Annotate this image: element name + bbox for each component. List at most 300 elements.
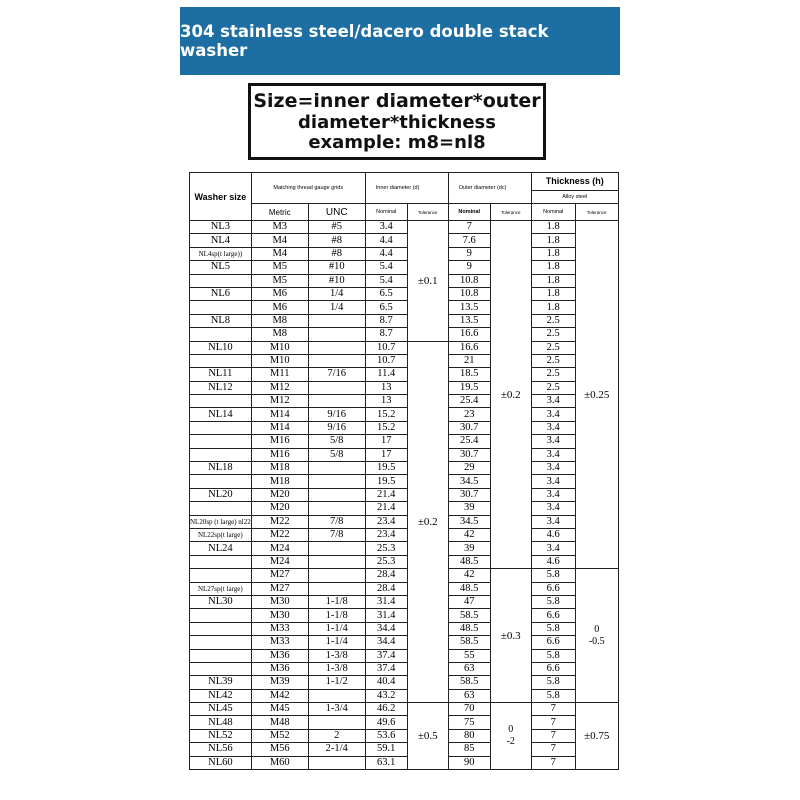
- outer-tolerance-cell-value: -2: [506, 736, 515, 748]
- header-matching-thread: Matching thread gauge grids: [251, 173, 365, 204]
- thickness-nominal-cell: 5.8: [531, 689, 575, 702]
- outer-nominal-cell: 21: [448, 354, 490, 367]
- table-row: [190, 368, 619, 381]
- washer-size-cell: [190, 421, 252, 434]
- table-row: [190, 475, 619, 488]
- washer-size-cell: NL52: [190, 729, 252, 742]
- table-row: [190, 716, 619, 729]
- washer-size-cell: [190, 328, 252, 341]
- unc-cell: 5/8: [308, 448, 365, 461]
- outer-nominal-cell: 39: [448, 542, 490, 555]
- header-thickness-nominal: Nominal: [531, 204, 575, 221]
- outer-nominal-cell: 7.6: [448, 234, 490, 247]
- metric-cell: M36: [251, 662, 308, 675]
- inner-nominal-cell: 19.5: [365, 462, 407, 475]
- inner-nominal-cell: 23.4: [365, 528, 407, 541]
- outer-nominal-cell: 48.5: [448, 555, 490, 568]
- outer-nominal-cell: 58.5: [448, 676, 490, 689]
- table-row: [190, 314, 619, 327]
- unc-cell: [308, 555, 365, 568]
- table-row: [190, 408, 619, 421]
- washer-size-cell: NL42: [190, 689, 252, 702]
- inner-nominal-cell: 5.4: [365, 274, 407, 287]
- unc-cell: [308, 341, 365, 354]
- washer-size-cell: NL60: [190, 756, 252, 769]
- outer-nominal-cell: 42: [448, 569, 490, 582]
- inner-tolerance-cell: ±0.5: [407, 703, 448, 770]
- header-outer-tolerance: Tolerance: [490, 204, 531, 221]
- outer-nominal-cell: 16.6: [448, 328, 490, 341]
- washer-size-cell: NL39: [190, 676, 252, 689]
- table-row: [190, 462, 619, 475]
- metric-cell: M33: [251, 622, 308, 635]
- unc-cell: [308, 462, 365, 475]
- inner-nominal-cell: 25.3: [365, 542, 407, 555]
- inner-nominal-cell: 10.7: [365, 341, 407, 354]
- washer-size-cell: [190, 502, 252, 515]
- table-row: [190, 743, 619, 756]
- washer-size-cell: [190, 622, 252, 635]
- inner-nominal-cell: 4.4: [365, 234, 407, 247]
- washer-size-cell: NL20sp (t large) nl22: [190, 515, 252, 528]
- table-row: [190, 274, 619, 287]
- metric-cell: M14: [251, 408, 308, 421]
- outer-nominal-cell: 34.5: [448, 515, 490, 528]
- inner-nominal-cell: 63.1: [365, 756, 407, 769]
- washer-size-cell: NL48: [190, 716, 252, 729]
- washer-size-cell: [190, 274, 252, 287]
- header-alloy-steel: Alloy steel: [562, 194, 588, 200]
- thickness-nominal-cell: 7: [531, 716, 575, 729]
- unc-cell: [308, 689, 365, 702]
- washer-size-cell: [190, 301, 252, 314]
- thickness-nominal-cell: 1.8: [531, 221, 575, 234]
- outer-nominal-cell: 30.7: [448, 421, 490, 434]
- thickness-nominal-cell: 7: [531, 729, 575, 742]
- size-definition-line1: Size=inner diameter*outer: [253, 90, 541, 112]
- unc-cell: 2: [308, 729, 365, 742]
- washer-size-cell: NL45: [190, 703, 252, 716]
- washer-size-cell: [190, 636, 252, 649]
- outer-nominal-cell: 29: [448, 462, 490, 475]
- header-metric: Metric: [251, 204, 308, 221]
- washer-size-cell: [190, 435, 252, 448]
- table-row: [190, 221, 619, 234]
- inner-nominal-cell: 8.7: [365, 314, 407, 327]
- table-row: [190, 381, 619, 394]
- outer-nominal-cell: 30.7: [448, 448, 490, 461]
- outer-tolerance-cell: [490, 569, 531, 703]
- washer-size-cell: NL18: [190, 462, 252, 475]
- table-row: [190, 622, 619, 635]
- thickness-tolerance-cell-value: ±0.75: [584, 730, 610, 743]
- inner-nominal-cell: 21.4: [365, 488, 407, 501]
- outer-nominal-cell: 75: [448, 716, 490, 729]
- thickness-nominal-cell: 6.6: [531, 609, 575, 622]
- outer-nominal-cell: 58.5: [448, 609, 490, 622]
- washer-size-cell: [190, 609, 252, 622]
- unc-cell: 1-3/4: [308, 703, 365, 716]
- thickness-nominal-cell: 3.4: [531, 448, 575, 461]
- metric-cell: M20: [251, 488, 308, 501]
- metric-cell: M24: [251, 555, 308, 568]
- thickness-nominal-cell: 2.5: [531, 381, 575, 394]
- inner-nominal-cell: 5.4: [365, 261, 407, 274]
- thickness-nominal-cell: 3.4: [531, 475, 575, 488]
- outer-tolerance-cell-value: 0: [508, 724, 514, 736]
- washer-size-cell: NL12: [190, 381, 252, 394]
- inner-nominal-cell: 23.4: [365, 515, 407, 528]
- thickness-nominal-cell: 5.8: [531, 622, 575, 635]
- inner-nominal-cell: 31.4: [365, 595, 407, 608]
- table-row: [190, 542, 619, 555]
- table-row: [190, 636, 619, 649]
- unc-cell: 9/16: [308, 421, 365, 434]
- unc-cell: #5: [308, 221, 365, 234]
- outer-nominal-cell: 63: [448, 689, 490, 702]
- metric-cell: M6: [251, 287, 308, 300]
- inner-nominal-cell: 25.3: [365, 555, 407, 568]
- thickness-nominal-cell: 6.6: [531, 662, 575, 675]
- thickness-nominal-cell: 4.6: [531, 528, 575, 541]
- metric-cell: M56: [251, 743, 308, 756]
- washer-size-cell: [190, 649, 252, 662]
- metric-cell: M3: [251, 221, 308, 234]
- unc-cell: [308, 354, 365, 367]
- size-definition-example: example: m8=nl8: [308, 132, 486, 153]
- thickness-nominal-cell: 2.5: [531, 341, 575, 354]
- metric-cell: M48: [251, 716, 308, 729]
- thickness-nominal-cell: 6.6: [531, 582, 575, 595]
- table-row: [190, 301, 619, 314]
- outer-nominal-cell: 18.5: [448, 368, 490, 381]
- thickness-nominal-cell: 2.5: [531, 368, 575, 381]
- metric-cell: M27: [251, 569, 308, 582]
- outer-nominal-cell: 48.5: [448, 622, 490, 635]
- inner-nominal-cell: 19.5: [365, 475, 407, 488]
- outer-tolerance-cell-value: ±0.3: [500, 629, 521, 642]
- inner-nominal-cell: 11.4: [365, 368, 407, 381]
- thickness-nominal-cell: 5.8: [531, 649, 575, 662]
- inner-nominal-cell: 59.1: [365, 743, 407, 756]
- header-outer-nominal: Nominal: [448, 204, 490, 221]
- washer-size-cell: NL22sp(t large): [190, 528, 252, 541]
- outer-nominal-cell: 10.8: [448, 274, 490, 287]
- thickness-nominal-cell: 2.5: [531, 314, 575, 327]
- unc-cell: 1-1/8: [308, 609, 365, 622]
- table-row: [190, 502, 619, 515]
- unc-cell: 1-1/8: [308, 595, 365, 608]
- thickness-nominal-cell: 1.8: [531, 234, 575, 247]
- header-inner-nominal: Nominal: [365, 204, 407, 221]
- thickness-nominal-cell: 3.4: [531, 395, 575, 408]
- thickness-nominal-cell: 5.8: [531, 595, 575, 608]
- header-thickness-group: [531, 173, 618, 204]
- metric-cell: M10: [251, 341, 308, 354]
- unc-cell: 1-1/4: [308, 636, 365, 649]
- outer-nominal-cell: 13.5: [448, 301, 490, 314]
- metric-cell: M20: [251, 502, 308, 515]
- header-thickness: Thickness (h): [532, 173, 618, 191]
- unc-cell: [308, 756, 365, 769]
- inner-nominal-cell: 4.4: [365, 247, 407, 260]
- metric-cell: M12: [251, 395, 308, 408]
- unc-cell: 7/8: [308, 528, 365, 541]
- table-row: [190, 354, 619, 367]
- thickness-tolerance-cell: [575, 703, 618, 770]
- inner-nominal-cell: 37.4: [365, 662, 407, 675]
- metric-cell: M5: [251, 274, 308, 287]
- header-inner-diameter: Inner diameter (d): [365, 173, 448, 204]
- thickness-nominal-cell: 3.4: [531, 515, 575, 528]
- header-inner-tolerance: Tolerance: [407, 204, 448, 221]
- washer-size-cell: NL5: [190, 261, 252, 274]
- outer-nominal-cell: 42: [448, 528, 490, 541]
- metric-cell: M18: [251, 475, 308, 488]
- outer-nominal-cell: 9: [448, 261, 490, 274]
- unc-cell: #8: [308, 234, 365, 247]
- metric-cell: M22: [251, 528, 308, 541]
- thickness-nominal-cell: 3.4: [531, 462, 575, 475]
- thickness-tolerance-cell-value: ±0.25: [584, 388, 610, 401]
- thickness-nominal-cell: 3.4: [531, 542, 575, 555]
- inner-nominal-cell: 15.2: [365, 408, 407, 421]
- metric-cell: M16: [251, 435, 308, 448]
- table-row: [190, 569, 619, 582]
- inner-nominal-cell: 6.5: [365, 301, 407, 314]
- outer-nominal-cell: 39: [448, 502, 490, 515]
- unc-cell: #10: [308, 261, 365, 274]
- metric-cell: M5: [251, 261, 308, 274]
- thickness-nominal-cell: 3.4: [531, 502, 575, 515]
- metric-cell: M8: [251, 328, 308, 341]
- metric-cell: M11: [251, 368, 308, 381]
- table-row: [190, 395, 619, 408]
- washer-size-cell: [190, 448, 252, 461]
- metric-cell: M27: [251, 582, 308, 595]
- inner-nominal-cell: 3.4: [365, 221, 407, 234]
- thickness-tolerance-cell-value: 0: [594, 623, 600, 635]
- outer-tolerance-cell: [490, 703, 531, 770]
- unc-cell: [308, 475, 365, 488]
- metric-cell: M52: [251, 729, 308, 742]
- metric-cell: M8: [251, 314, 308, 327]
- metric-cell: M39: [251, 676, 308, 689]
- outer-tolerance-cell: [490, 221, 531, 569]
- thickness-nominal-cell: 2.5: [531, 328, 575, 341]
- metric-cell: M60: [251, 756, 308, 769]
- table-row: [190, 287, 619, 300]
- table-row: [190, 234, 619, 247]
- thickness-nominal-cell: 3.4: [531, 408, 575, 421]
- table-row: [190, 528, 619, 541]
- washer-size-cell: NL27sp(t large): [190, 582, 252, 595]
- unc-cell: [308, 502, 365, 515]
- inner-nominal-cell: 17: [365, 435, 407, 448]
- unc-cell: 7/16: [308, 368, 365, 381]
- outer-tolerance-cell-value: ±0.2: [500, 388, 521, 401]
- metric-cell: M12: [251, 381, 308, 394]
- table-row: [190, 609, 619, 622]
- unc-cell: 1/4: [308, 287, 365, 300]
- outer-nominal-cell: 16.6: [448, 341, 490, 354]
- unc-cell: 1-1/4: [308, 622, 365, 635]
- table-row: [190, 488, 619, 501]
- header-thickness-tolerance: Tolerance: [575, 204, 618, 221]
- thickness-nominal-cell: 7: [531, 703, 575, 716]
- unc-cell: [308, 328, 365, 341]
- metric-cell: M42: [251, 689, 308, 702]
- metric-cell: M4: [251, 234, 308, 247]
- table-row: [190, 247, 619, 260]
- outer-nominal-cell: 58.5: [448, 636, 490, 649]
- table-row: [190, 341, 619, 354]
- unc-cell: 1-3/8: [308, 649, 365, 662]
- metric-cell: M18: [251, 462, 308, 475]
- washer-size-cell: NL20: [190, 488, 252, 501]
- washer-size-cell: NL4sp(t large)): [190, 247, 252, 260]
- thickness-nominal-cell: 3.4: [531, 421, 575, 434]
- table-row: [190, 729, 619, 742]
- metric-cell: M16: [251, 448, 308, 461]
- unc-cell: [308, 395, 365, 408]
- table-row: [190, 555, 619, 568]
- inner-nominal-cell: 21.4: [365, 502, 407, 515]
- outer-nominal-cell: 70: [448, 703, 490, 716]
- table-row: [190, 689, 619, 702]
- inner-nominal-cell: 28.4: [365, 569, 407, 582]
- washer-size-cell: [190, 569, 252, 582]
- washer-size-cell: NL6: [190, 287, 252, 300]
- size-definition-box: [248, 83, 546, 160]
- table-row: [190, 649, 619, 662]
- inner-nominal-cell: 37.4: [365, 649, 407, 662]
- table-row: [190, 662, 619, 675]
- table-row: [190, 582, 619, 595]
- unc-cell: [308, 716, 365, 729]
- inner-nominal-cell: 13: [365, 395, 407, 408]
- thickness-nominal-cell: 7: [531, 743, 575, 756]
- outer-nominal-cell: 30.7: [448, 488, 490, 501]
- unc-cell: #10: [308, 274, 365, 287]
- washer-size-cell: NL24: [190, 542, 252, 555]
- outer-nominal-cell: 34.5: [448, 475, 490, 488]
- thickness-tolerance-cell: [575, 221, 618, 569]
- table-row: [190, 448, 619, 461]
- outer-nominal-cell: 90: [448, 756, 490, 769]
- thickness-tolerance-cell: [575, 569, 618, 703]
- thickness-nominal-cell: 1.8: [531, 274, 575, 287]
- thickness-nominal-cell: 1.8: [531, 247, 575, 260]
- thickness-nominal-cell: 5.8: [531, 676, 575, 689]
- outer-nominal-cell: 13.5: [448, 314, 490, 327]
- inner-nominal-cell: 13: [365, 381, 407, 394]
- inner-nominal-cell: 34.4: [365, 622, 407, 635]
- thickness-nominal-cell: 4.6: [531, 555, 575, 568]
- outer-nominal-cell: 63: [448, 662, 490, 675]
- inner-nominal-cell: 34.4: [365, 636, 407, 649]
- inner-nominal-cell: 8.7: [365, 328, 407, 341]
- outer-nominal-cell: 48.5: [448, 582, 490, 595]
- washer-size-cell: NL30: [190, 595, 252, 608]
- unc-cell: 9/16: [308, 408, 365, 421]
- metric-cell: M30: [251, 595, 308, 608]
- unc-cell: [308, 582, 365, 595]
- unc-cell: [308, 381, 365, 394]
- outer-nominal-cell: 9: [448, 247, 490, 260]
- thickness-nominal-cell: 2.5: [531, 354, 575, 367]
- washer-size-cell: NL3: [190, 221, 252, 234]
- washer-size-cell: NL10: [190, 341, 252, 354]
- washer-size-cell: [190, 662, 252, 675]
- thickness-nominal-cell: 3.4: [531, 435, 575, 448]
- thickness-nominal-cell: 7: [531, 756, 575, 769]
- washer-size-cell: [190, 475, 252, 488]
- header-unc: UNC: [308, 204, 365, 221]
- inner-nominal-cell: 53.6: [365, 729, 407, 742]
- inner-nominal-cell: 10.7: [365, 354, 407, 367]
- outer-nominal-cell: 25.4: [448, 395, 490, 408]
- table-row: [190, 435, 619, 448]
- unc-cell: 2-1/4: [308, 743, 365, 756]
- unc-cell: 1/4: [308, 301, 365, 314]
- outer-nominal-cell: 47: [448, 595, 490, 608]
- table-row: [190, 515, 619, 528]
- washer-size-cell: NL4: [190, 234, 252, 247]
- thickness-nominal-cell: 5.8: [531, 569, 575, 582]
- outer-nominal-cell: 85: [448, 743, 490, 756]
- unc-cell: 1-3/8: [308, 662, 365, 675]
- inner-nominal-cell: 43.2: [365, 689, 407, 702]
- table-row: [190, 756, 619, 769]
- washer-size-cell: NL56: [190, 743, 252, 756]
- unc-cell: 1-1/2: [308, 676, 365, 689]
- header-outer-diameter: Outer diameter (dc): [448, 173, 531, 204]
- thickness-nominal-cell: 6.6: [531, 636, 575, 649]
- inner-nominal-cell: 17: [365, 448, 407, 461]
- metric-cell: M45: [251, 703, 308, 716]
- metric-cell: M30: [251, 609, 308, 622]
- unc-cell: [308, 488, 365, 501]
- header-washer-size: Washer size: [190, 173, 252, 221]
- table-row: [190, 328, 619, 341]
- metric-cell: M36: [251, 649, 308, 662]
- thickness-nominal-cell: 1.8: [531, 287, 575, 300]
- inner-nominal-cell: 49.6: [365, 716, 407, 729]
- metric-cell: M33: [251, 636, 308, 649]
- banner-title: 304 stainless steel/dacero double stack washer: [180, 7, 620, 75]
- metric-cell: M14: [251, 421, 308, 434]
- inner-nominal-cell: 31.4: [365, 609, 407, 622]
- metric-cell: M4: [251, 247, 308, 260]
- unc-cell: #8: [308, 247, 365, 260]
- outer-nominal-cell: 80: [448, 729, 490, 742]
- table-row: [190, 261, 619, 274]
- unc-cell: [308, 542, 365, 555]
- washer-size-cell: [190, 395, 252, 408]
- washer-size-cell: NL8: [190, 314, 252, 327]
- inner-nominal-cell: 40.4: [365, 676, 407, 689]
- inner-tolerance-cell: ±0.2: [407, 341, 448, 703]
- metric-cell: M22: [251, 515, 308, 528]
- outer-nominal-cell: 7: [448, 221, 490, 234]
- inner-nominal-cell: 6.5: [365, 287, 407, 300]
- metric-cell: M6: [251, 301, 308, 314]
- table-row: [190, 595, 619, 608]
- inner-nominal-cell: 15.2: [365, 421, 407, 434]
- thickness-nominal-cell: 1.8: [531, 261, 575, 274]
- inner-nominal-cell: 46.2: [365, 703, 407, 716]
